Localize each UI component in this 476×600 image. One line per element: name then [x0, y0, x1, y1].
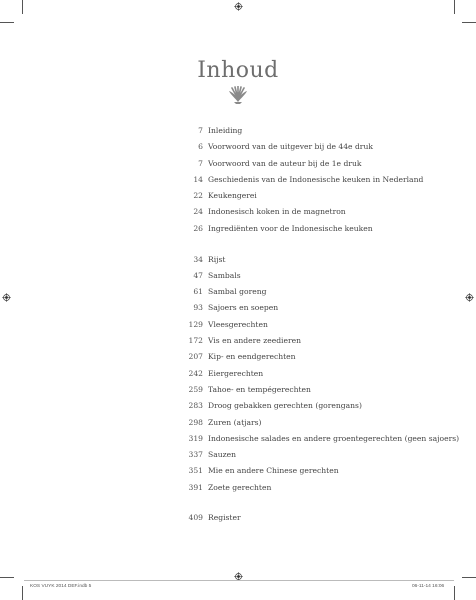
- crop-mark: [0, 22, 14, 23]
- toc-entry: [150, 463, 450, 479]
- toc-page-number: 207: [188, 352, 203, 362]
- toc-page-number: 129: [188, 319, 203, 329]
- toc-entry: [150, 333, 450, 349]
- toc-page-number: 61: [193, 287, 203, 297]
- toc-entry-title: Voorwoord van de auteur bij de 1e druk: [208, 158, 362, 168]
- toc-entry-title: Vleesgerechten: [208, 319, 268, 329]
- toc-page-number: 242: [188, 368, 203, 378]
- toc-entry: [150, 284, 450, 300]
- crop-mark: [462, 22, 476, 23]
- toc-entry-title: Indonesisch koken in de magnetron: [208, 207, 346, 217]
- crop-mark: [462, 577, 476, 578]
- toc-entry: [150, 268, 450, 284]
- print-slug: [0, 580, 476, 594]
- toc-page-number: 7: [198, 158, 203, 168]
- toc-entry: [150, 221, 450, 237]
- toc-page-number: 34: [193, 254, 203, 264]
- toc-entry-title: Geschiedenis van de Indonesische keuken in Nederland: [208, 174, 424, 184]
- toc-page-number: 298: [188, 417, 203, 427]
- crop-mark: [454, 0, 455, 14]
- toc-entry: [150, 431, 460, 447]
- toc-entry-title: Eiergerechten: [208, 368, 264, 378]
- toc-entry: [150, 382, 450, 398]
- toc-entry-title: Register: [208, 512, 241, 522]
- toc-entry: [150, 510, 450, 526]
- toc-entry-title: Sambal goreng: [208, 287, 267, 297]
- toc-entry-title: Sajoers en soepen: [208, 303, 279, 313]
- toc-page-number: 24: [193, 207, 203, 217]
- page-title: Inhoud: [197, 58, 279, 83]
- slug-divider: [24, 580, 454, 581]
- toc-entry-title: Mie en andere Chinese gerechten: [208, 466, 339, 476]
- toc-entry: [150, 349, 450, 365]
- slug-timestamp: 06-11-14 16:06: [412, 584, 445, 589]
- toc-entry-title: Keukengerei: [208, 191, 257, 201]
- toc-page-number: 14: [193, 174, 203, 184]
- toc-page-number: 409: [188, 512, 203, 522]
- toc-entry-title: Voorwoord van de uitgever bij de 44e druk: [208, 142, 373, 152]
- toc-entry: [150, 156, 450, 172]
- toc-page-number: 47: [193, 270, 203, 280]
- toc-page-number: 7: [198, 126, 203, 135]
- toc-page-number: 93: [193, 303, 203, 313]
- registration-mark-left-icon: [2, 293, 11, 302]
- toc-page-number: 337: [188, 450, 203, 460]
- slug-filename: KOS VUYK 2014 DEF.indb 5: [30, 584, 92, 589]
- toc-entry: [150, 204, 450, 220]
- toc-page-number: 319: [188, 433, 203, 443]
- toc-group-spacer: [150, 496, 450, 510]
- toc-entry-title: Droog gebakken gerechten (gorengans): [208, 401, 362, 411]
- toc-entry-title: Rijst: [208, 254, 226, 264]
- shell-ornament-icon: [228, 86, 248, 104]
- toc-page-number: 259: [188, 384, 203, 394]
- toc-page-number: 6: [198, 142, 203, 152]
- toc-entry: [150, 188, 450, 204]
- toc-entry: [150, 252, 450, 268]
- toc-entry-title: Inleiding: [208, 126, 243, 135]
- toc-entry: [150, 415, 450, 431]
- toc-entry: [150, 317, 450, 333]
- toc-entry-title: Ingrediënten voor de Indonesische keuken: [208, 223, 373, 233]
- toc-page-number: 22: [193, 191, 203, 201]
- crop-mark: [22, 0, 23, 14]
- toc-entry-title: Indonesische salades en andere groentegerechten (geen sajoers): [208, 433, 460, 443]
- toc-entry: [150, 480, 450, 496]
- toc-entry: [150, 366, 450, 382]
- toc-page-number: 351: [188, 466, 203, 476]
- toc-page-number: 283: [188, 401, 203, 411]
- toc-entry: [150, 172, 450, 188]
- table-of-contents: [150, 123, 460, 526]
- toc-group-spacer: [150, 237, 450, 252]
- toc-entry-title: Vis en andere zeedieren: [208, 336, 301, 346]
- toc-entry-title: Kip- en eendgerechten: [208, 352, 296, 362]
- toc-entry-title: Tahoe- en tempégerechten: [208, 384, 311, 394]
- toc-entry-title: Zoete gerechten: [208, 482, 272, 492]
- crop-mark: [0, 577, 14, 578]
- registration-mark-right-icon: [465, 293, 474, 302]
- toc-page-number: 26: [193, 223, 203, 233]
- toc-group-intro: [150, 123, 450, 237]
- toc-entry: [150, 398, 450, 414]
- toc-entry: [150, 300, 450, 316]
- toc-entry-title: Zuren (atjars): [208, 417, 262, 427]
- toc-entry-title: Sambals: [208, 270, 241, 280]
- toc-entry: [150, 123, 450, 139]
- toc-entry: [150, 139, 450, 155]
- toc-page-number: 172: [188, 336, 203, 346]
- toc-group-chapters: [150, 252, 460, 496]
- toc-page-number: 391: [188, 482, 203, 492]
- toc-entry: [150, 447, 450, 463]
- registration-mark-top-icon: [234, 2, 243, 11]
- toc-entry-title: Sauzen: [208, 450, 237, 460]
- toc-group-index: [150, 510, 450, 526]
